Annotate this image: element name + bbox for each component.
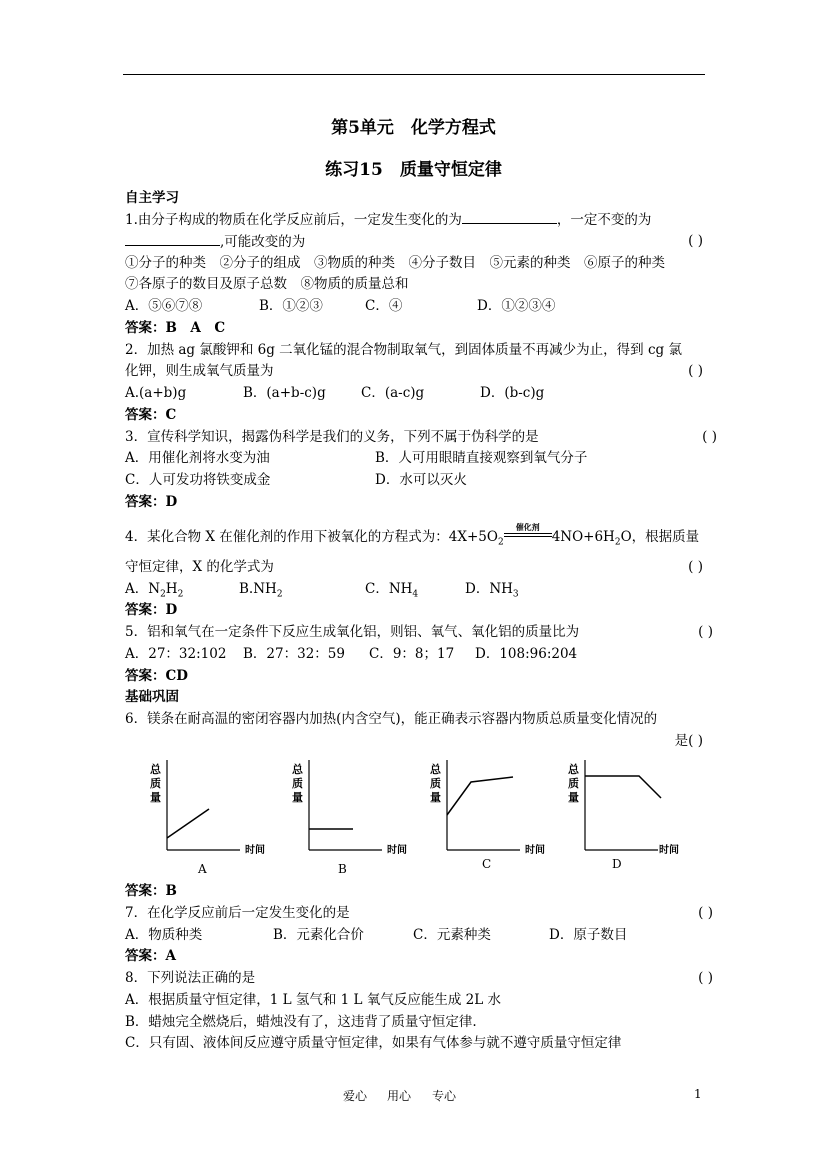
option-c: C．④ [365, 298, 403, 314]
option-d: D．①②③④ [477, 298, 556, 314]
q4-text-c: O，根据质量 [620, 529, 700, 545]
x-axis-label: 时间 [387, 845, 407, 856]
section-heading-consolidation: 基础巩固 [125, 689, 179, 705]
answer-paren: ( ) [688, 559, 703, 575]
x-axis-label: 时间 [659, 845, 679, 856]
option-a: A．用催化剂将水变为油 [125, 450, 270, 466]
option-d: D．原子数目 [549, 927, 628, 943]
x-axis-label: 时间 [245, 845, 265, 856]
option-d: D．$NH_3$ [465, 581, 519, 600]
q3-line1 [125, 427, 717, 447]
subscript: 2 [497, 537, 504, 548]
option-d: D．(b-c)g [480, 385, 545, 401]
page-number: 1 [694, 1087, 702, 1101]
graph-b [287, 760, 417, 880]
q2-text: 化钾，则生成氧气质量为 [125, 363, 274, 379]
catalyst-equals-sign [504, 522, 552, 541]
option-b: B．人可用眼睛直接观察到氧气分子 [375, 450, 588, 466]
unit-title: 第5单元 化学方程式 [331, 118, 496, 138]
option-c: C．$NH_4$ [365, 581, 419, 600]
mass-curve-d [585, 776, 661, 798]
q1-line2 [125, 231, 717, 252]
option-d: D．108:96:204 [475, 646, 578, 662]
q1-answer: 答案：B A C [125, 320, 226, 336]
graph-label-c: C [482, 857, 492, 871]
y-label-3: 量 [430, 791, 441, 804]
option-a: A．27：32:102 [125, 646, 227, 662]
option-a: A．$N_2H_2$ [125, 581, 184, 600]
q1-line1 [125, 209, 717, 230]
graph-a [145, 760, 275, 880]
y-label-1: 总 [568, 763, 579, 776]
y-label-1: 总 [430, 763, 441, 776]
footer-left: 爱心 [343, 1089, 368, 1103]
option-b: B．(a+b-c)g [243, 385, 326, 401]
option-c: C．元素种类 [413, 927, 491, 943]
q6-line1: 6．镁条在耐高温的密闭容器内加热(内含空气)，能正确表示容器内物质总质量变化情况的 [125, 711, 658, 727]
q1-text-c: ,可能改变的为 [220, 234, 306, 250]
graph-c [425, 760, 555, 880]
y-label-2: 质 [568, 777, 579, 790]
q7-text: 7．在化学反应前后一定发生变化的是 [125, 905, 350, 921]
y-label-2: 质 [292, 777, 303, 790]
q4-answer: 答案：D [125, 602, 178, 618]
y-label-1: 总 [292, 763, 303, 776]
option-b: B．27：32：59 [243, 646, 345, 662]
q6-paren: 是( ) [674, 733, 703, 749]
footer-mid: 用心 [387, 1089, 412, 1103]
q8-option-b: B．蜡烛完全燃烧后，蜡烛没有了，这违背了质量守恒定律. [125, 1014, 477, 1030]
footer-right: 专心 [432, 1089, 457, 1103]
q1-text-a: 1.由分子构成的物质在化学反应前后，一定发生变化的为 [125, 212, 462, 228]
graph-label-b: B [338, 862, 347, 876]
graph-d [563, 760, 693, 880]
answer-paren: ( ) [688, 233, 703, 249]
answer-paren: ( ) [702, 429, 717, 445]
option-a: A．⑤⑥⑦⑧ [125, 298, 203, 314]
q5-answer: 答案：CD [125, 668, 188, 684]
answer-paren: ( ) [698, 905, 713, 921]
header-rule [123, 74, 705, 75]
mass-curve-a [167, 809, 209, 838]
x-axis-label: 时间 [525, 845, 545, 856]
q7-answer: 答案：A [125, 948, 176, 964]
answer-blank [125, 231, 220, 246]
option-c: C．(a-c)g [361, 385, 425, 401]
q2-answer: 答案：C [125, 407, 177, 423]
q3-answer: 答案：D [125, 494, 178, 510]
y-label-1: 总 [150, 763, 161, 776]
y-label-2: 质 [150, 777, 161, 790]
q8-text: 8．下列说法正确的是 [125, 970, 256, 986]
q4-text-a: 4．某化合物 X 在催化剂的作用下被氧化的方程式为：4X+5O [125, 529, 498, 545]
q1-text-b: ，一定不变的为 [556, 212, 652, 228]
answer-blank [462, 209, 557, 224]
answer-paren: ( ) [698, 624, 713, 640]
q5-line1 [125, 622, 717, 642]
y-label-2: 质 [430, 777, 441, 790]
q4-line2 [125, 557, 717, 577]
q2-line2 [125, 361, 717, 381]
q6-answer: 答案：B [125, 883, 177, 899]
exercise-title: 练习15 质量守恒定律 [325, 160, 502, 180]
option-b: $B.NH_2$ [239, 581, 283, 600]
section-heading-self-study: 自主学习 [125, 190, 179, 206]
q4-text: 守恒定律，X 的化学式为 [125, 559, 274, 575]
y-label-3: 量 [150, 791, 161, 804]
q8-line1 [125, 968, 717, 988]
subscript: 2 [614, 537, 621, 548]
answer-paren: ( ) [688, 363, 703, 379]
option-a: A.(a+b)g [125, 385, 187, 401]
q4-text-b: 4NO+6H [551, 529, 615, 545]
q2-line1: 2．加热 ag 氯酸钾和 6g 二氧化锰的混合物制取氧气，到固体质量不再减少为止，得到 cg 氯 [125, 342, 682, 358]
q1-items-2: ⑦各原子的数目及原子总数 ⑧物质的质量总和 [125, 276, 409, 292]
answer-paren: ( ) [698, 970, 713, 986]
option-b: B．①②③ [259, 298, 323, 314]
option-a: A．物质种类 [125, 927, 203, 943]
y-label-3: 量 [568, 791, 579, 804]
option-b: B．元素化合价 [273, 927, 364, 943]
mass-curve-c [447, 777, 513, 815]
q3-text: 3．宣传科学知识，揭露伪科学是我们的义务，下列不属于伪科学的是 [125, 429, 539, 445]
graph-label-a: A [198, 862, 207, 876]
q7-line1 [125, 903, 717, 923]
option-c: C．9：8；17 [369, 646, 455, 662]
q8-option-a: A．根据质量守恒定律，1 L 氢气和 1 L 氧气反应能生成 2L 水 [125, 992, 501, 1008]
q5-text: 5．铝和氧气在一定条件下反应生成氧化铝，则铝、氧气、氧化铝的质量比为 [125, 624, 580, 640]
y-label-3: 量 [292, 791, 303, 804]
q1-items-1: ①分子的种类 ②分子的组成 ③物质的种类 ④分子数目 ⑤元素的种类 ⑥原子的种类 [125, 255, 665, 271]
option-d: D．水可以灭火 [375, 472, 467, 488]
q8-option-c: C．只有固、液体间反应遵守质量守恒定律，如果有气体参与就不遵守质量守恒定律 [125, 1035, 622, 1051]
q4-line1 [125, 522, 717, 553]
catalyst-label: 催化剂 [515, 522, 540, 532]
graph-label-d: D [612, 857, 622, 871]
option-c: C．人可发功将铁变成金 [125, 472, 271, 488]
